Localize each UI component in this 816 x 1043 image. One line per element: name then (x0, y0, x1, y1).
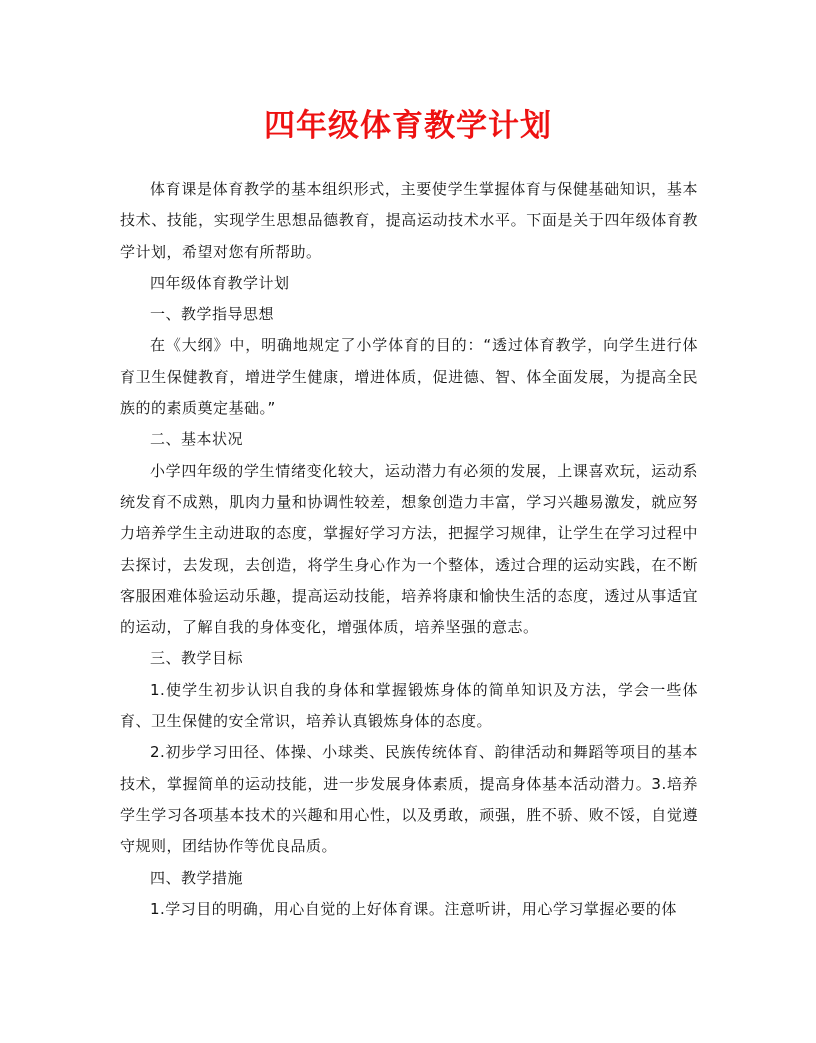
section-heading-teaching-measures: 四、教学措施 (150, 868, 244, 887)
measure-item-1: 1.学习目的明确，用心自觉的上好体育课。注意听讲，用心学习掌握必要的体 (150, 899, 677, 918)
section-heading-teaching-goals: 三、教学目标 (150, 649, 244, 668)
document-body (120, 174, 698, 925)
section-heading-basic-situation: 二、基本状况 (150, 430, 244, 449)
goal-item-2: 2.初步学习田径、体操、小球类、民族传统体育、韵律活动和舞蹈等项目的基本技术，掌握简单的运动技能，进一步发展身体素质，提高身体基本活动潜力。3.培养学生学习各项基本技术的兴趣和用心性，以及勇敢，顽强，胜不骄、败不馁，自觉遵守规则，团结协作等优良品质。 (120, 743, 698, 856)
goal-item-1: 1.使学生初步认识自我的身体和掌握锻炼身体的简单知识及方法，学会一些体育、卫生保健的安全常识，培养认真锻炼身体的态度。 (120, 680, 698, 731)
plan-heading: 四年级体育教学计划 (150, 273, 290, 292)
document-title: 四年级体育教学计划 (264, 108, 552, 144)
basic-situation-paragraph: 小学四年级的学生情绪变化较大，运动潜力有必须的发展，上课喜欢玩，运动系统发育不成熟，肌肉力量和协调性较差，想象创造力丰富，学习兴趣易激发，就应努力培养学生主动进取的态度，掌握好学习方法，把握学习规律，让学生在学习过程中去探讨，去发现，去创造，将学生身心作为一个整体，透过合理的运动实践，在不断客服困难体验运动乐趣，提高运动技能，培养将康和愉快生活的态度，透过从事适宜的运动，了解自我的身体变化，增强体质，培养坚强的意志。 (120, 461, 698, 637)
section-heading-guiding-thought: 一、教学指导思想 (150, 305, 275, 324)
intro-paragraph: 体育课是体育教学的基本组织形式，主要使学生掌握体育与保健基础知识，基本技术、技能，实现学生思想品德教育，提高运动技术水平。下面是关于四年级体育教学计划，希望对您有所帮助。 (120, 180, 698, 261)
guiding-thought-paragraph: 在《大纲》中，明确地规定了小学体育的目的：“透过体育教学，向学生进行体育卫生保健教育，增进学生健康，增进体质，促进德、智、体全面发展，为提高全民族的的素质奠定基础。” (120, 336, 698, 418)
